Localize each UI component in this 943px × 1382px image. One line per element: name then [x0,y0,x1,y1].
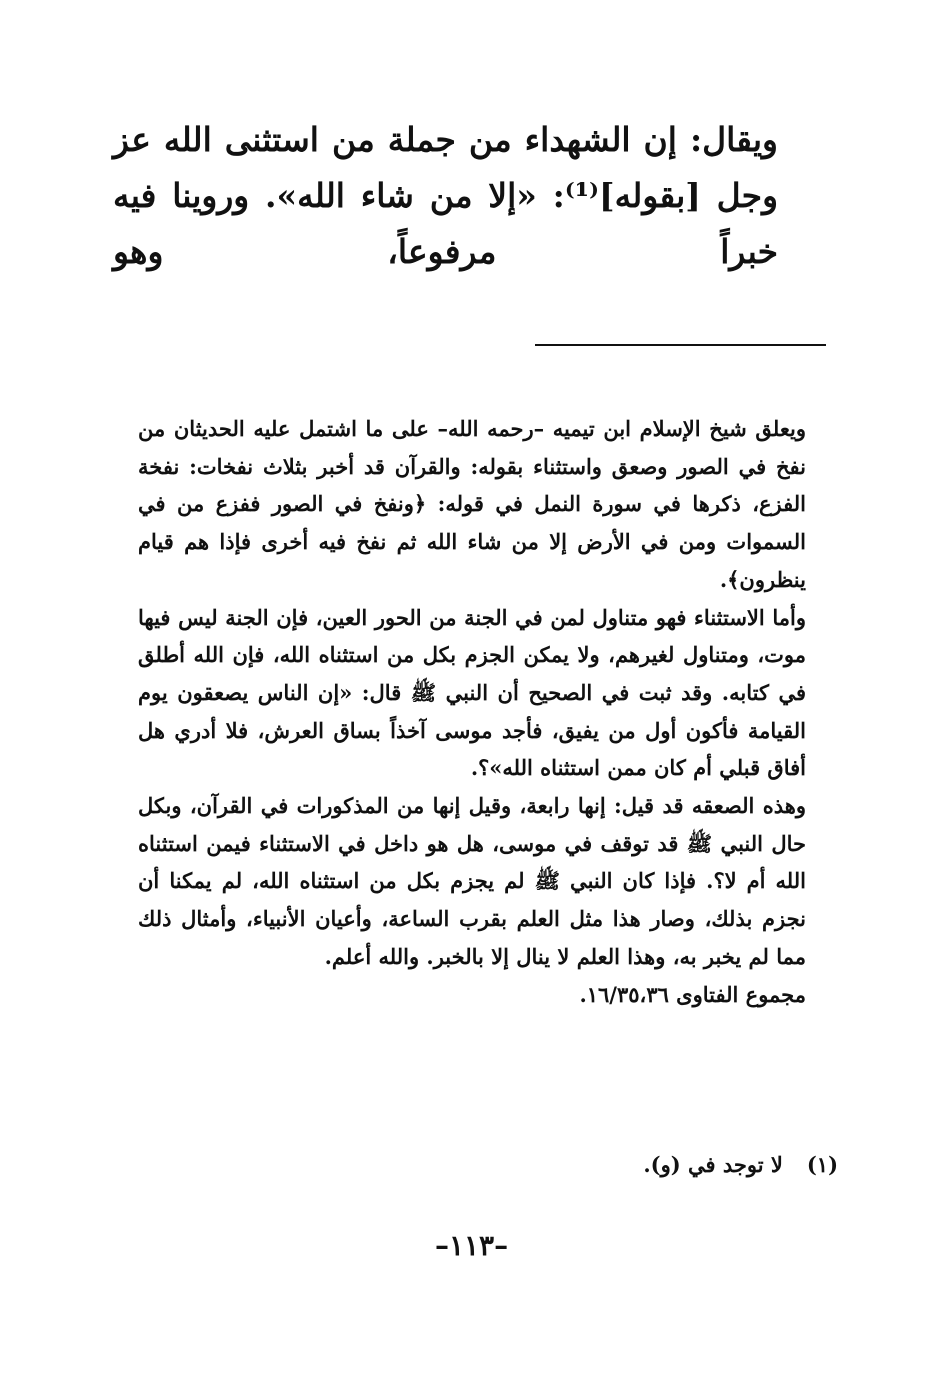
main-paragraph: ويقال: إن الشهداء من جملة من استثنى الله عز وجل [بقوله]⁽¹⁾: «إلا من شاء الله». وروينا فيه خبراً مرفوعاً، وهو [113,120,779,271]
footnote-separator [535,344,826,346]
footnote-1 [643,1146,838,1184]
footnote-paragraph-3: وهذه الصعقه قد قيل: إنها رابعة، وقيل إنها من المذكورات في القرآن، وبكل حال النبي ﷺ قد توقف في موسى، هل هو داخل في الاستثناء فيمن استثناه الله أم لا؟. فإذا كان النبي ﷺ لم يجزم بكل من استثناه الله، لم يمكنا أن نجزم بذلك، وصار هذا مثل العلم بقرب الساعة، وأعيان الأنبياء، وأمثال ذلك مما لم يخبر به، وهذا العلم لا ينال إلا بالخبر. والله أعلم. [138,793,806,969]
footnote-paragraph-2: وأما الاستثناء فهو متناول لمن في الجنة من الحور العين، فإن الجنة ليس فيها موت، ومتناول لغيرهم، ولا يمكن الجزم بكل من استثناه الله، فإن الله أطلق في كتابه. وقد ثبت في الصحيح أن النبي ﷺ قال: «إن الناس يصعقون يوم القيامة فأكون أول من يفيق، فأجد موسى آخذاً بساق العرش، فلا أدري هل أفاق قبلي أم كان ممن استثناه الله»؟. [138,604,806,781]
page-number: –١١٣– [434,1229,509,1262]
footnote-paragraph-1: ويعلق شيخ الإسلام ابن تيميه –رحمه الله– على ما اشتمل عليه الحديثان من نفخ في الصور وصعق واستثناء بقوله: والقرآن قد أخبر بثلاث نفخات: نفخة الفزع، ذكرها في سورة النمل في قوله: ﴿ونفخ في الصور ففزع من في السموات ومن في الأرض إلا من شاء الله ثم نفخ فيه أخرى فإذا هم قيام ينظرون﴾. [138,416,806,592]
main-text-block [113,112,778,280]
footnote-1-text: لا توجد في (و). [643,1152,783,1177]
footnote-source-reference: مجموع الفتاوى ١٦/٣٥،٣٦. [579,981,806,1007]
footnote-1-number: (١) [806,1152,838,1177]
footnote-commentary [138,410,806,1013]
